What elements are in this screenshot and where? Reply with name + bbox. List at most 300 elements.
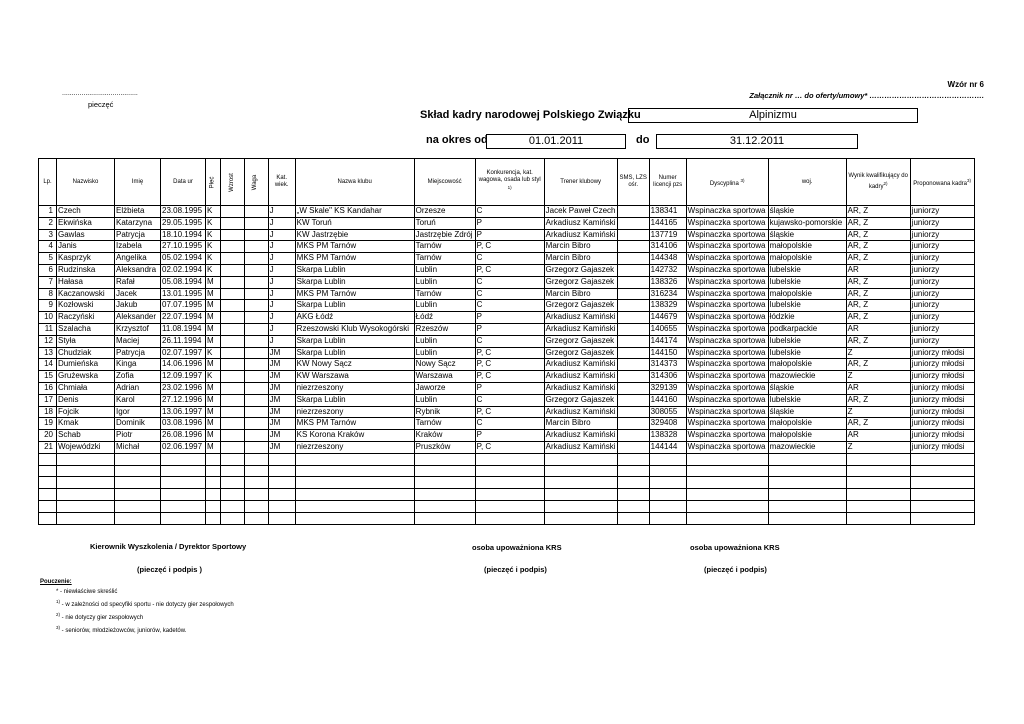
cell-lp: 21	[39, 441, 57, 453]
cell-kat: J	[268, 264, 295, 276]
cell-waga	[244, 288, 268, 300]
cell-miejscowosc: Lublin	[414, 394, 475, 406]
cell-konkurencja: C	[475, 300, 544, 312]
cell-sms	[617, 229, 649, 241]
cell-kat: J	[268, 206, 295, 218]
cell-wynik: AR, Z	[846, 241, 910, 253]
cell-licencja: 144144	[649, 441, 686, 453]
cell-kat	[268, 477, 295, 489]
cell-wynik: AR, Z	[846, 359, 910, 371]
cell-kat: JM	[268, 418, 295, 430]
cell-nazwisko: Wojewódzki	[57, 441, 115, 453]
cell-konkurencja: P	[475, 229, 544, 241]
cell-wzrost	[220, 206, 244, 218]
stamp-line: .......................................	[62, 90, 138, 97]
table-row	[39, 406, 975, 418]
cell-trener: Jacek Paweł Czech	[544, 206, 617, 218]
to-label: do	[636, 134, 650, 146]
cell-miejscowosc	[414, 500, 475, 512]
cell-sms	[617, 430, 649, 442]
annex-line: Załącznik nr … do oferty/umowy* ……………………………………….	[749, 91, 984, 100]
table-row	[39, 276, 975, 288]
cell-nazwisko: Hałasa	[57, 276, 115, 288]
cell-trener: Arkadiusz Kamiński	[544, 217, 617, 229]
cell-imie: Zofia	[115, 371, 161, 383]
col-kat: Kat. wiek.	[268, 159, 295, 206]
cell-data-ur	[161, 500, 206, 512]
cell-sms	[617, 371, 649, 383]
cell-plec: M	[206, 382, 221, 394]
col-licencja: Numer licencji pzs	[649, 159, 686, 206]
cell-imie	[115, 512, 161, 524]
cell-plec	[206, 512, 221, 524]
cell-licencja	[649, 453, 686, 465]
cell-plec: K	[206, 206, 221, 218]
cell-plec: M	[206, 276, 221, 288]
cell-nazwisko	[57, 477, 115, 489]
cell-konkurencja	[475, 489, 544, 501]
cell-imie	[115, 500, 161, 512]
col-klub: Nazwa klubu	[295, 159, 414, 206]
cell-waga	[244, 312, 268, 324]
cell-klub: Skarpa Lublin	[295, 264, 414, 276]
cell-plec	[206, 453, 221, 465]
cell-kadra: juniorzy	[910, 217, 974, 229]
signature-kierownik: Kierownik Wyszkolenia / Dyrektor Sportowy	[90, 542, 247, 551]
cell-miejscowosc: Tarnów	[414, 418, 475, 430]
table-row	[39, 335, 975, 347]
cell-sms	[617, 217, 649, 229]
cell-licencja: 138328	[649, 430, 686, 442]
cell-trener: Arkadiusz Kamiński	[544, 359, 617, 371]
table-row	[39, 323, 975, 335]
cell-data-ur	[161, 477, 206, 489]
col-miejscowosc: Miejscowość	[414, 159, 475, 206]
cell-miejscowosc: Warszawa	[414, 371, 475, 383]
cell-konkurencja: C	[475, 335, 544, 347]
cell-kat: J	[268, 335, 295, 347]
cell-wzrost	[220, 253, 244, 265]
cell-imie: Elżbieta	[115, 206, 161, 218]
cell-waga	[244, 229, 268, 241]
cell-wynik: AR, Z	[846, 276, 910, 288]
cell-woj: małopolskie	[768, 359, 846, 371]
cell-data-ur: 13.01.1995	[161, 288, 206, 300]
cell-miejscowosc: Jastrzębie Zdrój	[414, 229, 475, 241]
cell-woj: małopolskie	[768, 241, 846, 253]
cell-lp: 9	[39, 300, 57, 312]
col-dyscyplina: Dyscyplina $^{3)}$	[686, 159, 768, 206]
cell-imie: Michał	[115, 441, 161, 453]
cell-trener: Marcin Bibro	[544, 241, 617, 253]
cell-kat: JM	[268, 430, 295, 442]
cell-wynik: AR, Z	[846, 335, 910, 347]
cell-kat: J	[268, 300, 295, 312]
cell-wynik: AR, Z	[846, 229, 910, 241]
cell-sms	[617, 382, 649, 394]
cell-licencja: 316234	[649, 288, 686, 300]
cell-miejscowosc	[414, 489, 475, 501]
cell-imie: Adrian	[115, 382, 161, 394]
cell-wynik: AR	[846, 430, 910, 442]
cell-nazwisko: Fojcik	[57, 406, 115, 418]
cell-waga	[244, 276, 268, 288]
cell-lp: 8	[39, 288, 57, 300]
cell-data-ur	[161, 512, 206, 524]
cell-konkurencja: P, C	[475, 347, 544, 359]
stamp-label: pieczęć	[88, 100, 114, 109]
cell-trener: Arkadiusz Kamiński	[544, 382, 617, 394]
cell-lp: 17	[39, 394, 57, 406]
table-row	[39, 394, 975, 406]
cell-wynik	[846, 453, 910, 465]
cell-wzrost	[220, 394, 244, 406]
col-konkurencja: Konkurencja, kat. wagowa, osada lub styl $^{1)}$	[475, 159, 544, 206]
cell-plec: M	[206, 418, 221, 430]
cell-kat: JM	[268, 441, 295, 453]
cell-waga	[244, 217, 268, 229]
cell-trener	[544, 477, 617, 489]
cell-dyscyplina	[686, 465, 768, 477]
cell-trener: Arkadiusz Kamiński	[544, 406, 617, 418]
cell-plec	[206, 477, 221, 489]
cell-dyscyplina: Wspinaczka sportowa	[686, 241, 768, 253]
cell-data-ur: 27.12.1996	[161, 394, 206, 406]
cell-woj: łódzkie	[768, 312, 846, 324]
cell-dyscyplina: Wspinaczka sportowa	[686, 371, 768, 383]
cell-sms	[617, 418, 649, 430]
cell-lp: 19	[39, 418, 57, 430]
table-row	[39, 418, 975, 430]
table-row	[39, 489, 975, 501]
cell-miejscowosc: Pruszków	[414, 441, 475, 453]
cell-wynik: AR	[846, 264, 910, 276]
cell-licencja	[649, 465, 686, 477]
cell-licencja	[649, 477, 686, 489]
cell-imie: Jacek	[115, 288, 161, 300]
cell-woj: śląskie	[768, 229, 846, 241]
cell-miejscowosc: Jaworze	[414, 382, 475, 394]
cell-dyscyplina	[686, 512, 768, 524]
table-row	[39, 229, 975, 241]
cell-wzrost	[220, 477, 244, 489]
cell-lp: 5	[39, 253, 57, 265]
cell-data-ur: 27.10.1995	[161, 241, 206, 253]
cell-kat: J	[268, 288, 295, 300]
cell-imie	[115, 477, 161, 489]
cell-kadra	[910, 512, 974, 524]
cell-wzrost	[220, 347, 244, 359]
cell-dyscyplina: Wspinaczka sportowa	[686, 406, 768, 418]
cell-klub	[295, 512, 414, 524]
cell-lp	[39, 465, 57, 477]
cell-sms	[617, 500, 649, 512]
table-row	[39, 477, 975, 489]
cell-plec: M	[206, 323, 221, 335]
cell-waga	[244, 371, 268, 383]
table-row	[39, 288, 975, 300]
cell-kat: J	[268, 312, 295, 324]
cell-konkurencja: P, C	[475, 406, 544, 418]
cell-data-ur: 11.08.1994	[161, 323, 206, 335]
table-header-row	[39, 159, 975, 206]
cell-licencja: 144165	[649, 217, 686, 229]
cell-sms	[617, 347, 649, 359]
cell-lp	[39, 500, 57, 512]
cell-klub: KW Jastrzębie	[295, 229, 414, 241]
cell-nazwisko: Janis	[57, 241, 115, 253]
cell-waga	[244, 241, 268, 253]
cell-sms	[617, 300, 649, 312]
table-row	[39, 453, 975, 465]
cell-licencja: 314373	[649, 359, 686, 371]
cell-trener: Arkadiusz Kamiński	[544, 229, 617, 241]
date-to-field: 31.12.2011	[656, 134, 858, 149]
cell-klub: Skarpa Lublin	[295, 347, 414, 359]
cell-dyscyplina	[686, 453, 768, 465]
cell-sms	[617, 206, 649, 218]
cell-wynik: AR, Z	[846, 206, 910, 218]
cell-imie	[115, 489, 161, 501]
cell-konkurencja: P	[475, 312, 544, 324]
cell-lp	[39, 453, 57, 465]
cell-licencja: 329408	[649, 418, 686, 430]
form-number: Wzór nr 6	[947, 80, 984, 89]
signature-krs-2: osoba upoważniona KRS	[690, 543, 780, 552]
cell-kat: J	[268, 253, 295, 265]
cell-waga	[244, 430, 268, 442]
cell-wzrost	[220, 441, 244, 453]
date-from-field: 01.01.2011	[486, 134, 626, 149]
cell-wynik: AR, Z	[846, 288, 910, 300]
cell-konkurencja: P	[475, 323, 544, 335]
cell-imie: Igor	[115, 406, 161, 418]
cell-data-ur: 02.02.1994	[161, 264, 206, 276]
cell-nazwisko: Ekwińska	[57, 217, 115, 229]
cell-konkurencja	[475, 453, 544, 465]
cell-klub: niezrzeszony	[295, 441, 414, 453]
cell-sms	[617, 441, 649, 453]
cell-woj: małopolskie	[768, 288, 846, 300]
cell-woj: lubelskie	[768, 335, 846, 347]
cell-licencja: 140655	[649, 323, 686, 335]
cell-imie	[115, 465, 161, 477]
table-row	[39, 217, 975, 229]
cell-konkurencja: P, C	[475, 264, 544, 276]
cell-klub: MKS PM Tarnów	[295, 418, 414, 430]
cell-imie: Jakub	[115, 300, 161, 312]
cell-kat: JM	[268, 382, 295, 394]
stamp-signature-1: (pieczęć i podpis )	[137, 565, 203, 574]
cell-lp: 7	[39, 276, 57, 288]
cell-imie: Maciej	[115, 335, 161, 347]
cell-imie	[115, 453, 161, 465]
cell-wynik: AR, Z	[846, 312, 910, 324]
cell-dyscyplina: Wspinaczka sportowa	[686, 382, 768, 394]
cell-wynik: AR	[846, 382, 910, 394]
cell-wzrost	[220, 512, 244, 524]
cell-dyscyplina: Wspinaczka sportowa	[686, 441, 768, 453]
cell-plec: K	[206, 264, 221, 276]
cell-nazwisko: Styła	[57, 335, 115, 347]
stamp-signature-3: (pieczęć i podpis)	[704, 565, 767, 574]
cell-nazwisko: Dumieńska	[57, 359, 115, 371]
cell-data-ur: 05.02.1994	[161, 253, 206, 265]
cell-nazwisko: Chmiała	[57, 382, 115, 394]
cell-sms	[617, 288, 649, 300]
cell-woj	[768, 465, 846, 477]
cell-licencja	[649, 512, 686, 524]
cell-kat	[268, 512, 295, 524]
cell-klub	[295, 453, 414, 465]
cell-klub	[295, 465, 414, 477]
cell-wzrost	[220, 288, 244, 300]
cell-kadra: juniorzy młodsi	[910, 371, 974, 383]
cell-kadra: juniorzy młodsi	[910, 430, 974, 442]
cell-data-ur: 22.07.1994	[161, 312, 206, 324]
signature-krs-1: osoba upoważniona KRS	[472, 543, 562, 552]
cell-licencja: 137719	[649, 229, 686, 241]
cell-lp	[39, 477, 57, 489]
cell-waga	[244, 477, 268, 489]
col-wzrost: Wzrost	[220, 159, 244, 206]
cell-woj: podkarpackie	[768, 323, 846, 335]
cell-imie: Patrycja	[115, 229, 161, 241]
cell-konkurencja: P	[475, 217, 544, 229]
cell-trener	[544, 489, 617, 501]
cell-licencja: 138326	[649, 276, 686, 288]
cell-sms	[617, 359, 649, 371]
cell-plec: M	[206, 288, 221, 300]
cell-kat	[268, 489, 295, 501]
cell-trener: Arkadiusz Kamiński	[544, 323, 617, 335]
cell-waga	[244, 453, 268, 465]
table-row	[39, 359, 975, 371]
cell-miejscowosc	[414, 453, 475, 465]
cell-kat: JM	[268, 347, 295, 359]
cell-sms	[617, 335, 649, 347]
cell-trener: Grzegorz Gajaszek	[544, 264, 617, 276]
cell-miejscowosc: Tarnów	[414, 288, 475, 300]
cell-data-ur: 02.07.1997	[161, 347, 206, 359]
cell-wzrost	[220, 406, 244, 418]
cell-nazwisko: Rudzinska	[57, 264, 115, 276]
cell-lp: 3	[39, 229, 57, 241]
cell-klub	[295, 477, 414, 489]
cell-woj: lubelskie	[768, 347, 846, 359]
cell-konkurencja: C	[475, 288, 544, 300]
cell-licencja: 314106	[649, 241, 686, 253]
cell-data-ur: 26.08.1996	[161, 430, 206, 442]
cell-lp: 16	[39, 382, 57, 394]
cell-kadra: juniorzy	[910, 300, 974, 312]
cell-imie: Karol	[115, 394, 161, 406]
cell-imie: Patrycja	[115, 347, 161, 359]
cell-licencja: 138341	[649, 206, 686, 218]
cell-imie: Rafał	[115, 276, 161, 288]
cell-konkurencja: P, C	[475, 359, 544, 371]
cell-nazwisko	[57, 512, 115, 524]
cell-licencja	[649, 500, 686, 512]
cell-konkurencja: C	[475, 206, 544, 218]
cell-data-ur: 12.09.1997	[161, 371, 206, 383]
cell-dyscyplina: Wspinaczka sportowa	[686, 288, 768, 300]
cell-imie: Izabela	[115, 241, 161, 253]
cell-waga	[244, 359, 268, 371]
cell-wzrost	[220, 300, 244, 312]
cell-wynik: Z	[846, 347, 910, 359]
cell-woj	[768, 512, 846, 524]
cell-sms	[617, 406, 649, 418]
cell-miejscowosc: Lublin	[414, 276, 475, 288]
cell-woj: lubelskie	[768, 300, 846, 312]
cell-woj: lubelskie	[768, 276, 846, 288]
cell-wzrost	[220, 430, 244, 442]
cell-kadra: juniorzy	[910, 323, 974, 335]
cell-waga	[244, 512, 268, 524]
cell-plec: M	[206, 300, 221, 312]
cell-plec: M	[206, 312, 221, 324]
cell-nazwisko	[57, 453, 115, 465]
cell-nazwisko: Kozłowski	[57, 300, 115, 312]
cell-klub: Rzeszowski Klub Wysokogórski	[295, 323, 414, 335]
cell-kat: JM	[268, 394, 295, 406]
cell-dyscyplina: Wspinaczka sportowa	[686, 359, 768, 371]
cell-kadra: juniorzy młodsi	[910, 406, 974, 418]
cell-sms	[617, 394, 649, 406]
cell-trener: Marcin Bibro	[544, 418, 617, 430]
table-row	[39, 500, 975, 512]
cell-trener	[544, 500, 617, 512]
col-woj: woj.	[768, 159, 846, 206]
cell-woj: śląskie	[768, 206, 846, 218]
cell-klub: niezrzeszony	[295, 382, 414, 394]
cell-kadra: juniorzy młodsi	[910, 418, 974, 430]
table-row	[39, 512, 975, 524]
cell-kat	[268, 453, 295, 465]
sport-field: Alpinizmu	[628, 108, 918, 123]
cell-wynik: AR, Z	[846, 394, 910, 406]
cell-dyscyplina: Wspinaczka sportowa	[686, 264, 768, 276]
cell-kat: JM	[268, 406, 295, 418]
cell-wynik: AR, Z	[846, 418, 910, 430]
cell-wynik	[846, 477, 910, 489]
cell-licencja: 144679	[649, 312, 686, 324]
cell-nazwisko: Czech	[57, 206, 115, 218]
cell-lp: 2	[39, 217, 57, 229]
cell-waga	[244, 418, 268, 430]
cell-miejscowosc: Tarnów	[414, 253, 475, 265]
cell-nazwisko: Kmak	[57, 418, 115, 430]
cell-konkurencja	[475, 477, 544, 489]
cell-klub: Skarpa Lublin	[295, 276, 414, 288]
cell-data-ur: 03.08.1996	[161, 418, 206, 430]
cell-wynik	[846, 489, 910, 501]
cell-kadra	[910, 489, 974, 501]
cell-sms	[617, 312, 649, 324]
cell-imie: Angelika	[115, 253, 161, 265]
cell-dyscyplina: Wspinaczka sportowa	[686, 217, 768, 229]
cell-nazwisko: Raczyński	[57, 312, 115, 324]
table-row	[39, 300, 975, 312]
cell-kadra: juniorzy	[910, 312, 974, 324]
cell-sms	[617, 477, 649, 489]
cell-wzrost	[220, 418, 244, 430]
col-waga: Waga	[244, 159, 268, 206]
cell-kadra: juniorzy młodsi	[910, 441, 974, 453]
cell-kadra	[910, 500, 974, 512]
cell-imie: Krzysztof	[115, 323, 161, 335]
